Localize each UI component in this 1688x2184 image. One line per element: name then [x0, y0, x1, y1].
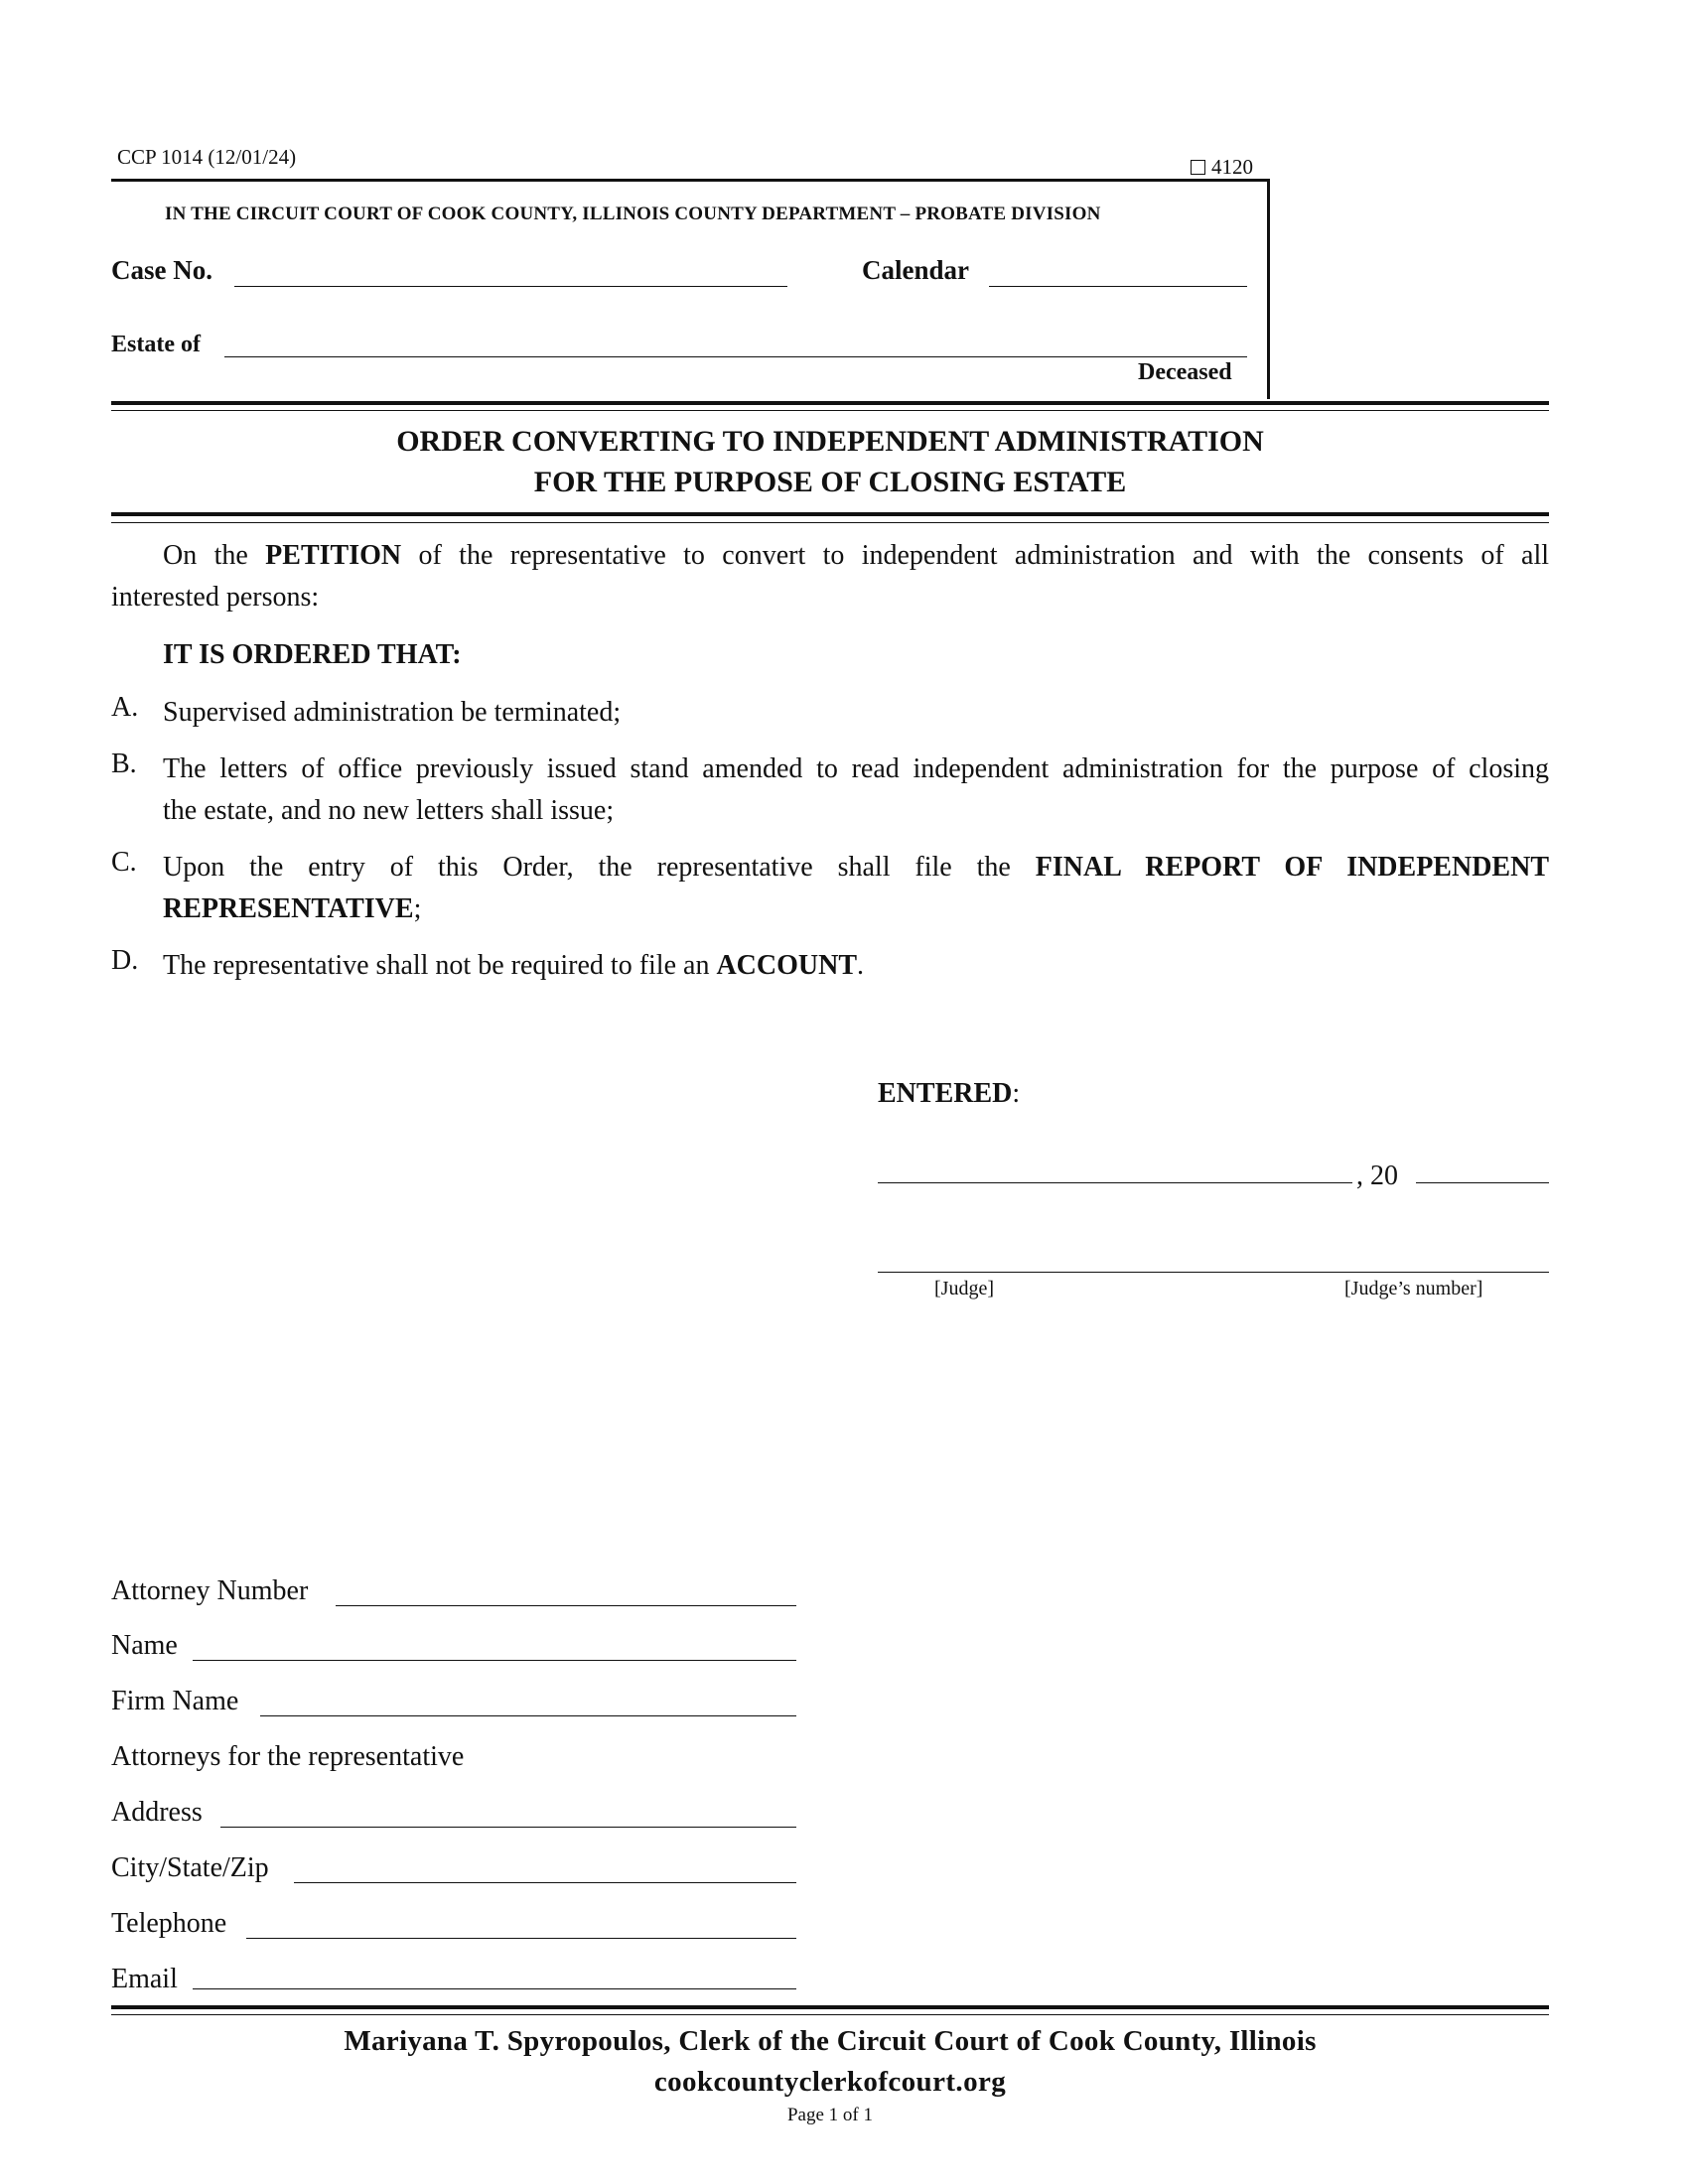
item-c-line-2 — [163, 888, 1549, 930]
name-label: Name — [111, 1630, 178, 1661]
case-no-label: Case No. — [111, 255, 212, 285]
attorneys-for-label: Attorneys for the representative — [111, 1741, 465, 1772]
judge-signature-field[interactable] — [878, 1272, 1549, 1273]
title-rule-bottom-thick — [111, 512, 1549, 516]
telephone-field[interactable] — [246, 1938, 796, 1939]
judge-number-label: [Judge’s number] — [1344, 1278, 1483, 1299]
entered-bold: ENTERED — [878, 1078, 1013, 1109]
clerk-name: Mariyana T. Spyropoulos, Clerk of the Circuit Court of Cook County, Illinois — [344, 2025, 1317, 2057]
title-rule-top-thin — [111, 410, 1549, 411]
email-label: Email — [111, 1964, 178, 1994]
account-bold: ACCOUNT — [716, 950, 858, 981]
form-number — [1191, 155, 1253, 180]
email-field[interactable] — [193, 1988, 796, 1989]
deceased-label: Deceased — [1138, 359, 1232, 385]
firm-name-field[interactable] — [260, 1715, 796, 1716]
year-prefix: , 20 — [1356, 1160, 1398, 1191]
item-d-text-a: The representative shall not be required to file an — [163, 950, 710, 981]
item-b-letter: B. — [111, 749, 137, 779]
telephone-label: Telephone — [111, 1908, 227, 1939]
intro-line-2: interested persons: — [111, 582, 320, 613]
intro-line-1 — [163, 535, 1549, 577]
judge-label: [Judge] — [934, 1278, 994, 1299]
clerk-website[interactable]: cookcountyclerkofcourt.org — [653, 2066, 1007, 2098]
item-c-text: Upon the entry of this Order, the representative shall file the — [163, 852, 1011, 883]
calendar-field[interactable] — [989, 286, 1247, 287]
year-field[interactable] — [1416, 1182, 1549, 1183]
form-code: CCP 1014 (12/01/24) — [117, 145, 297, 169]
intro-text-b: of the representative to convert to independent administration and with the consents of all — [418, 540, 1550, 571]
item-a-letter: A. — [111, 692, 139, 723]
firm-name-label: Firm Name — [111, 1686, 239, 1716]
title-rule-top-thick — [111, 401, 1549, 405]
item-d-text — [163, 945, 1549, 987]
footer-rule-thin — [111, 2014, 1549, 2015]
title-line-1: ORDER CONVERTING TO INDEPENDENT ADMINISTRATION — [396, 425, 1264, 458]
title-line-2: FOR THE PURPOSE OF CLOSING ESTATE — [533, 466, 1127, 498]
name-field[interactable] — [193, 1660, 796, 1661]
item-b-line-1: The letters of office previously issued stand amended to read independent administration for the purpose of closing — [163, 753, 1549, 784]
title-rule-bottom-thin — [111, 522, 1549, 523]
item-c-line-1 — [163, 847, 1549, 888]
calendar-label: Calendar — [862, 255, 969, 285]
checkbox-icon[interactable] — [1191, 160, 1205, 175]
address-label: Address — [111, 1797, 203, 1828]
court-heading: IN THE CIRCUIT COURT OF COOK COUNTY, ILLINOIS COUNTY DEPARTMENT – PROBATE DIVISION — [165, 204, 1101, 224]
item-a-text: Supervised administration be terminated; — [163, 697, 622, 728]
item-c-bold-2: REPRESENTATIVE — [163, 893, 414, 924]
item-b-line-2: the estate, and no new letters shall issue; — [163, 795, 615, 826]
estate-of-label: Estate of — [111, 332, 201, 357]
header-box-right-border — [1267, 179, 1270, 399]
item-d-letter: D. — [111, 945, 139, 976]
page-number: Page 1 of 1 — [786, 2105, 873, 2125]
item-c-letter: C. — [111, 847, 137, 878]
document-title — [111, 421, 1549, 502]
attorney-number-field[interactable] — [336, 1605, 796, 1606]
entered-colon: : — [1012, 1078, 1021, 1109]
intro-text-a: On the — [163, 540, 248, 571]
item-c-semicolon: ; — [413, 893, 422, 924]
entered-label — [878, 1073, 1020, 1115]
city-state-zip-field[interactable] — [294, 1882, 796, 1883]
header-box-top-border — [111, 179, 1269, 182]
date-field[interactable] — [878, 1182, 1352, 1183]
case-no-field[interactable] — [234, 286, 787, 287]
attorney-number-label: Attorney Number — [111, 1575, 309, 1606]
item-c-bold: FINAL REPORT OF INDEPENDENT — [1035, 852, 1549, 883]
ordered-heading: IT IS ORDERED THAT: — [163, 639, 462, 670]
petition-bold: PETITION — [265, 540, 402, 571]
address-field[interactable] — [220, 1827, 796, 1828]
city-state-zip-label: City/State/Zip — [111, 1852, 269, 1883]
item-d-period: . — [857, 950, 865, 981]
form-number-text: 4120 — [1211, 155, 1253, 179]
estate-of-field[interactable] — [224, 356, 1247, 357]
footer-rule-thick — [111, 2005, 1549, 2009]
